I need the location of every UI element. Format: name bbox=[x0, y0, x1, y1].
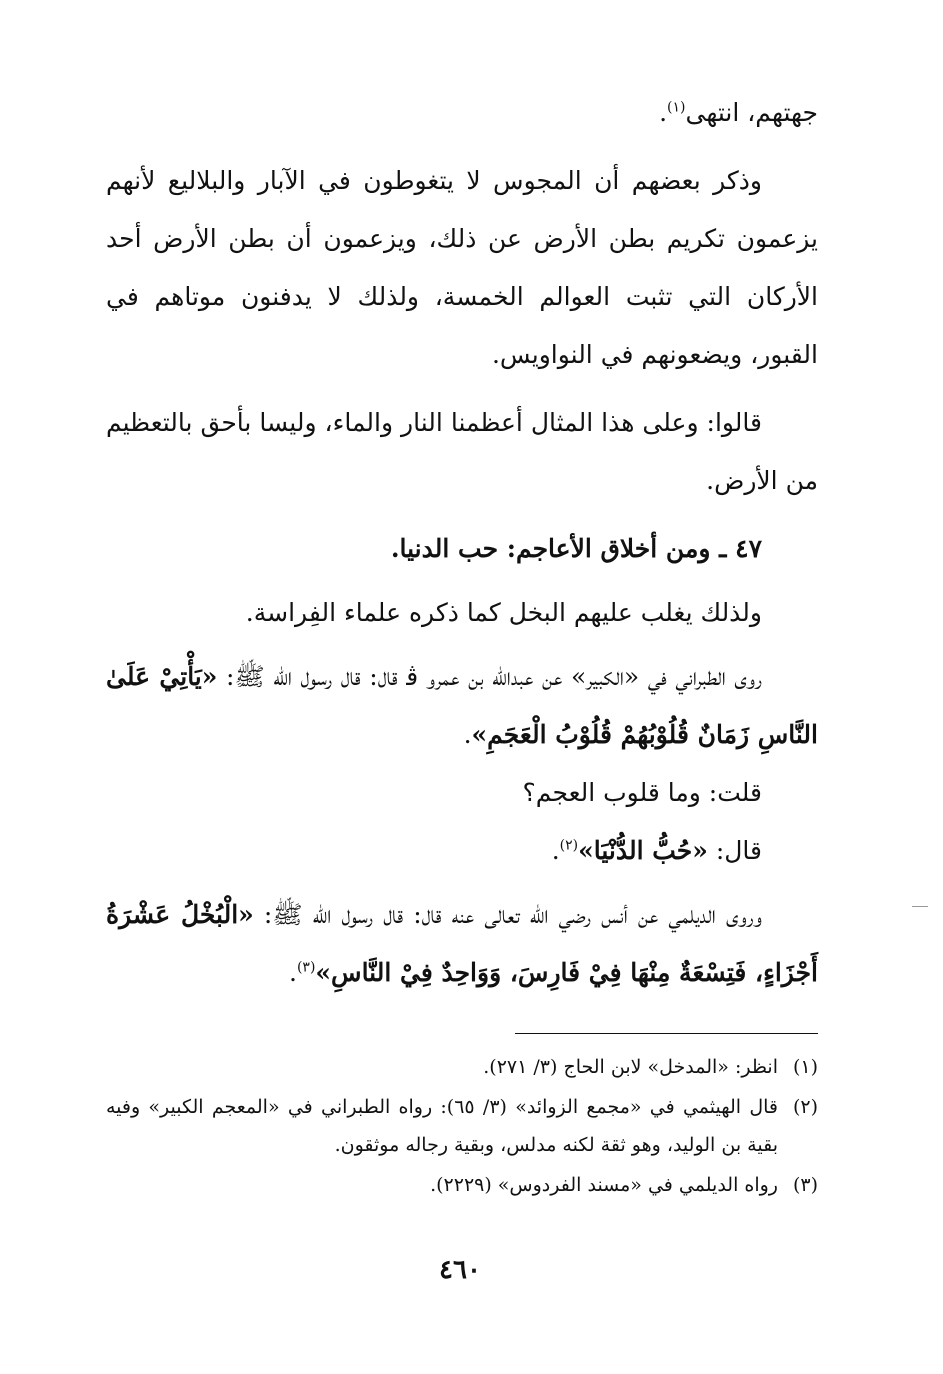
footnote-2-text: قال الهيثمي في «مجمع الزوائد» (٣/ ٦٥): رواه الطبراني في «المعجم الكبير» وفيه بقية بن الوليد، وهو ثقة لكنه مدلس، وبقية رجاله موثقون. bbox=[106, 1096, 778, 1156]
paragraph-5-end: . bbox=[463, 720, 472, 749]
footnote-3 bbox=[106, 1166, 818, 1204]
main-text bbox=[106, 84, 818, 1002]
section-heading: ٤٧ ـ ومن أخلاق الأعاجم: حب الدنيا. bbox=[390, 534, 762, 563]
footnote-2-number: (٢) bbox=[792, 1096, 818, 1118]
paragraph-7 bbox=[106, 822, 818, 880]
footnote-ref-2[interactable]: (٢) bbox=[559, 837, 579, 854]
footnote-1-text: انظر: «المدخل» لابن الحاج (٣/ ٢٧١). bbox=[483, 1056, 778, 1078]
footnote-ref-1[interactable]: (١) bbox=[667, 99, 686, 116]
paragraph-7-end: . bbox=[551, 836, 560, 865]
footnote-2 bbox=[106, 1088, 818, 1164]
paragraph-8-text: وروى الديلمي عن أنس رضي الله تعالى عنه قال: قال رسول الله ﷺ: bbox=[253, 900, 762, 929]
hadith-quote-3: «الْبُخْلُ عَشْرَةُ أَجْزَاءٍ، فَتِسْعَةٌ مِنْهَا فِيْ فَارِسَ، وَوَاحِدٌ فِيْ النَّاسِ» bbox=[106, 900, 818, 987]
paragraph-8-end: . bbox=[289, 958, 297, 987]
paragraph-4: ولذلك يغلب عليهم البخل كما ذكره علماء الفِراسة. bbox=[245, 598, 762, 627]
paragraph-2: وذكر بعضهم أن المجوس لا يتغوطون في الآبار والبلاليع لأنهم يزعمون تكريم بطن الأرض عن ذلك، ويزعمون أن بطن الأرض أحد الأركان التي تثبت العوالم الخمسة، ولذلك لا يدفنون موتاهم في القبور، ويضعونهم في النواويس. bbox=[106, 166, 818, 369]
paragraph-1 bbox=[106, 84, 818, 142]
margin-mark bbox=[912, 906, 928, 907]
page-number: ٤٦٠ bbox=[439, 1255, 481, 1285]
hadith-quote-2: «حُبُّ الدُّنْيَا» bbox=[578, 836, 708, 865]
footnote-ref-3[interactable]: (٣) bbox=[296, 959, 316, 976]
paragraph-1-end: . bbox=[659, 98, 668, 127]
paragraph-5-text: روى الطبراني في «الكبير» عن عبدالله بن عمرو ﭬ قال: قال رسول الله ﷺ: bbox=[217, 662, 762, 691]
footnote-divider bbox=[515, 1033, 818, 1034]
paragraph-7-text: قال: bbox=[707, 836, 762, 865]
paragraph-3: قالوا: وعلى هذا المثال أعظمنا النار والماء، وليسا بأحق بالتعظيم من الأرض. bbox=[106, 408, 818, 495]
footnote-1-number: (١) bbox=[792, 1056, 818, 1078]
paragraph-6: قلت: وما قلوب العجم؟ bbox=[522, 778, 762, 807]
paragraph-5 bbox=[106, 648, 818, 764]
paragraph-8 bbox=[106, 886, 818, 1002]
hadith-quote-1: «يَأْتِيْ عَلَىٰ النَّاسِ زَمَانٌ قُلُوْبُهُمْ قُلُوْبُ الْعَجَمِ» bbox=[106, 662, 818, 749]
footnotes bbox=[106, 1048, 818, 1206]
footnote-1 bbox=[106, 1048, 818, 1086]
footnote-3-number: (٣) bbox=[792, 1174, 818, 1196]
footnote-3-text: رواه الديلمي في «مسند الفردوس» (٢٢٢٩). bbox=[430, 1174, 778, 1196]
paragraph-1-text: جهتهم، انتهى bbox=[685, 98, 818, 127]
